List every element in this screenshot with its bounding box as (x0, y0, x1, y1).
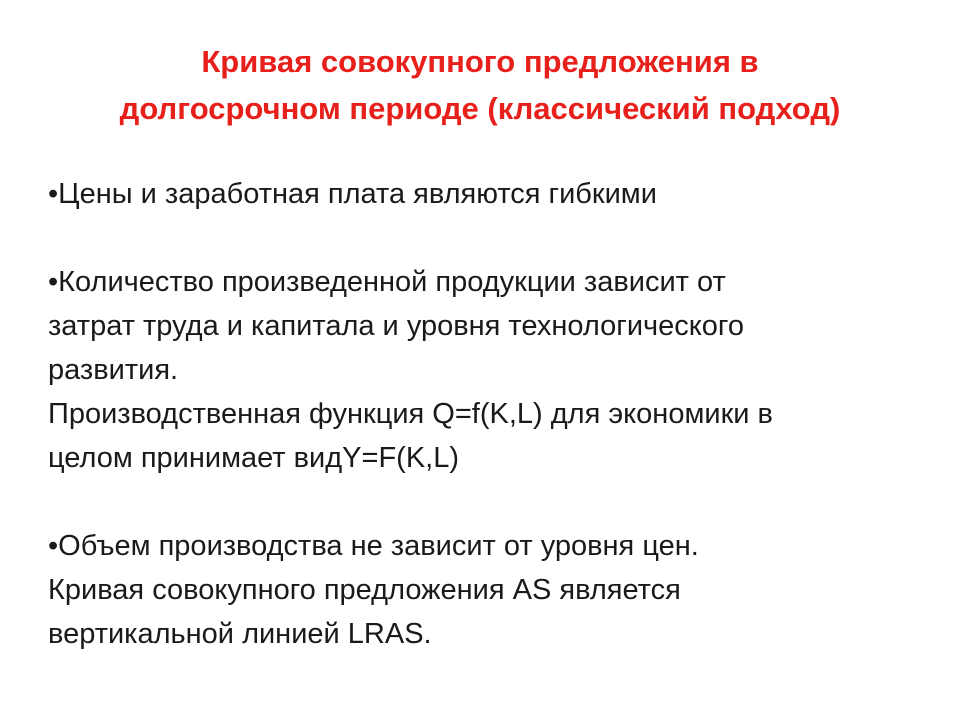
bullet-2-line-3: развития. (48, 354, 179, 386)
bullet-3-line-1: •Объем производства не зависит от уровня цен. (48, 530, 699, 562)
slide-title (20, 38, 940, 132)
bullet-output-independent-of-prices (48, 524, 928, 656)
paragraph-spacer (48, 480, 928, 524)
bullet-2-line-1: •Количество произведенной продукции зависит от (48, 266, 726, 298)
bullet-3-line-2: Кривая совокупного предложения AS является (48, 574, 681, 606)
bullet-2-line-5: целом принимает видY=F(K,L) (48, 442, 459, 474)
bullet-2-line-2: затрат труда и капитала и уровня технологического (48, 310, 744, 342)
slide-body (48, 172, 928, 656)
slide-title-line-1: Кривая совокупного предложения в (201, 44, 759, 79)
bullet-1-line-1: •Цены и заработная плата являются гибкими (48, 178, 657, 210)
bullet-production-output (48, 260, 928, 480)
bullet-3-line-3: вертикальной линией LRAS. (48, 618, 432, 650)
bullet-2-line-4: Производственная функция Q=f(K,L) для экономики в (48, 398, 773, 430)
slide-title-line-2: долгосрочном периоде (классический подход) (119, 91, 841, 126)
paragraph-spacer (48, 216, 928, 260)
bullet-prices-flexible (48, 172, 928, 216)
